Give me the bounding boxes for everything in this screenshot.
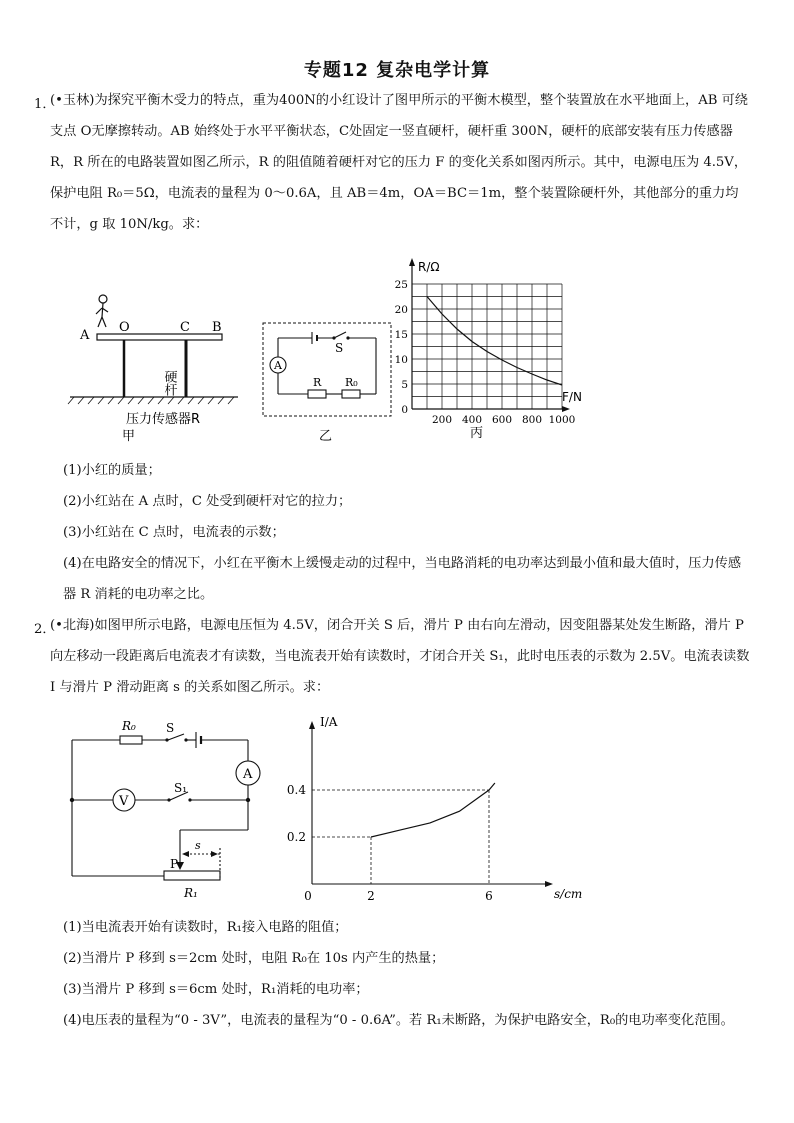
p2-R0-label: R₀ — [122, 719, 136, 733]
ammeter-label: A — [274, 359, 282, 372]
p2-question-2: (2)当滑片 P 移到 s＝2cm 处时，电阻 R₀在 10s 内产生的热量； — [63, 951, 445, 966]
p2-xtick-label: 6 — [485, 889, 493, 902]
label-A: A — [80, 328, 90, 343]
bing-xtick-label: 600 — [491, 414, 513, 426]
bing-ytick-label: 15 — [394, 329, 408, 341]
p1-question-3: (3)小红站在 C 点时，电流表的示数； — [63, 525, 285, 540]
problem-1-stem — [50, 85, 750, 240]
problem-2-number: 2． — [34, 622, 56, 637]
p2-origin-label: 0 — [304, 889, 312, 902]
p1-question-2: (2)小红站在 A 点时，C 处受到硬杆对它的拉力； — [63, 494, 352, 509]
caption-jia: 甲 — [122, 429, 136, 444]
person-icon — [96, 295, 108, 327]
p2-S1-label: S₁ — [174, 781, 188, 795]
p2-ytick-label: 0.2 — [286, 830, 306, 844]
p2-curve — [371, 783, 495, 837]
resistor-R0-label: R₀ — [345, 376, 358, 389]
bing-ytick-label: 10 — [394, 354, 408, 366]
label-O: O — [119, 320, 130, 335]
figure-bing-graph — [392, 255, 592, 445]
p2-question-1: (1)当电流表开始有读数时，R₁接入电路的阻值； — [63, 920, 348, 935]
figure-p2-graph — [282, 712, 592, 902]
label-C: C — [180, 320, 190, 335]
figure-p2-circuit — [62, 712, 272, 902]
caption-yi: 乙 — [319, 429, 333, 444]
problem-2-stem — [50, 610, 750, 703]
p2-ylabel: I/A — [320, 715, 338, 729]
problem-1-stem-text: (•玉林)为探究平衡木受力的特点，重为400N的小红设计了图甲所示的平衡木模型，整个装置放在水平地面上，AB 可绕支点 O无摩擦转动。AB 始终处于水平平衡状态，C处固定一竖直硬杆，硬杆重 300N，硬杆的底部安装有压力传感器 R，R 所在的电路装置如图乙所示，R 的阻值随着硬杆对它的压力 F 的变化关系如图丙所示。其中，电源电压为 4.5V，保护电阻 R₀＝5Ω，电流表的量程为 0～0.6A，且 AB＝4m，OA＝BC＝1m，整个装置除硬杆外，其他部分的重力均不计，g 取 10N/kg。求： — [50, 93, 748, 232]
bing-xtick-label: 400 — [461, 414, 483, 426]
p2-question-3: (3)当滑片 P 移到 s＝6cm 处时，R₁消耗的电功率； — [63, 982, 369, 997]
bing-ytick-label: 25 — [394, 279, 408, 291]
page-title: 专题12 复杂电学计算 — [303, 60, 491, 81]
bing-xtick-label: 1000 — [548, 414, 576, 426]
bing-ytick-label: 5 — [401, 379, 408, 391]
p2-s-label: s — [195, 839, 201, 852]
figure-jia — [60, 290, 240, 445]
problem-2-stem-text: (•北海)如图甲所示电路，电源电压恒为 4.5V，闭合开关 S 后，滑片 P 由右向左滑动，因变阻器某处发生断路，滑片 P 向左移动一段距离后电流表才有读数，当电流表开始有读数时，才闭合开关 S₁，此时电压表的示数为 2.5V。电流表读数 I 与滑片 P 滑动距离 s 的关系如图乙所示。求： — [50, 618, 750, 695]
problem-1-number: 1． — [34, 97, 56, 112]
p1-question-1: (1)小红的质量； — [63, 463, 161, 478]
label-B: B — [212, 320, 222, 335]
caption-bing: 丙 — [470, 426, 484, 441]
p2-ytick-label: 0.4 — [286, 783, 306, 797]
p2-xtick-label: 2 — [367, 889, 375, 902]
p2-ammeter-label: A — [243, 767, 253, 782]
bing-ytick-label: 0 — [401, 404, 408, 416]
bing-ylabel: R/Ω — [418, 260, 440, 274]
label-sensor: 压力传感器R — [126, 412, 201, 427]
p1-question-4: (4)在电路安全的情况下，小红在平衡木上缓慢走动的过程中，当电路消耗的电功率达到最小值和最大值时，压力传感器 R 消耗的电功率之比。 — [63, 556, 742, 602]
balance-beam — [97, 334, 222, 340]
bing-ytick-label: 20 — [394, 304, 408, 316]
bing-xtick-label: 800 — [521, 414, 543, 426]
bing-xtick-label: 200 — [431, 414, 453, 426]
p2-S-label: S — [166, 721, 175, 735]
p2-P-label: P — [170, 857, 179, 871]
p2-voltmeter-label: V — [119, 794, 129, 809]
p2-R1-label: R₁ — [184, 886, 198, 900]
p2-xlabel: s/cm — [554, 887, 583, 901]
switch-label: S — [335, 341, 344, 355]
p2-question-4: (4)电压表的量程为“0 - 3V”，电流表的量程为“0 - 0.6A”。若 R₁未断路，为保护电路安全，R₀的电功率变化范围。 — [63, 1013, 734, 1028]
resistor-R-label: R — [313, 376, 322, 389]
label-rod: 硬杆 — [161, 370, 177, 396]
bing-xlabel: F/N — [562, 390, 582, 404]
figure-yi-circuit — [262, 322, 394, 447]
